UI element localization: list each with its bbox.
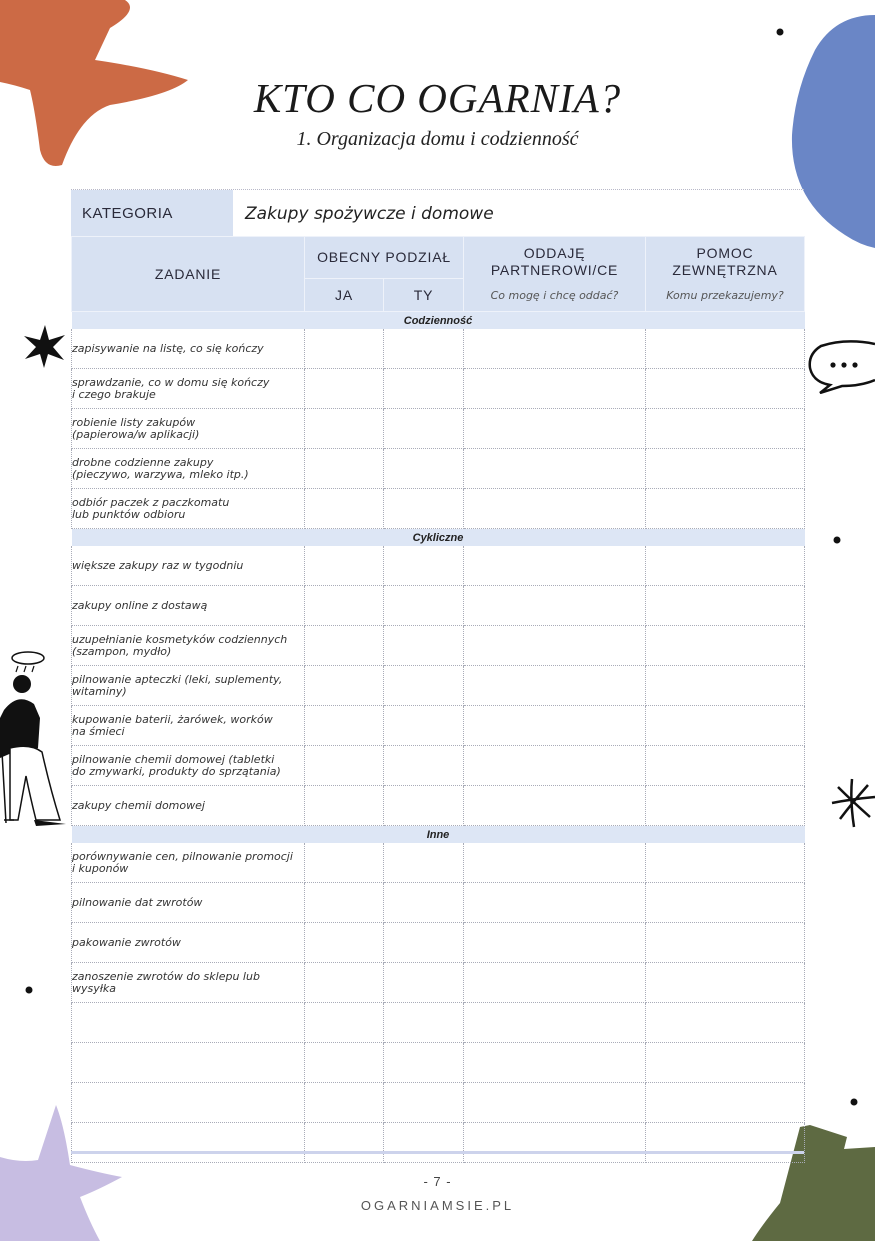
task-cell bbox=[72, 1123, 305, 1163]
table-row bbox=[72, 369, 805, 409]
you-cell[interactable] bbox=[384, 1123, 464, 1163]
you-cell[interactable] bbox=[384, 1003, 464, 1043]
task-table-body bbox=[72, 312, 805, 1163]
table-row bbox=[72, 1043, 805, 1083]
table-row bbox=[72, 546, 805, 586]
give-away-cell[interactable] bbox=[464, 329, 646, 369]
header-give-away-title: ODDAJĘ PARTNEROWI/CE bbox=[490, 245, 619, 278]
give-away-cell[interactable] bbox=[464, 586, 646, 626]
section-title: Cykliczne bbox=[72, 529, 805, 547]
me-cell[interactable] bbox=[305, 546, 384, 586]
external-cell[interactable] bbox=[646, 786, 805, 826]
dot-icon bbox=[24, 985, 34, 995]
table-row bbox=[72, 666, 805, 706]
header-task: ZADANIE bbox=[72, 237, 305, 312]
external-cell[interactable] bbox=[646, 843, 805, 883]
thinking-person-illustration bbox=[0, 648, 72, 830]
task-cell: pilnowanie chemii domowej (tabletki do zmywarki, produkty do sprzątania) bbox=[72, 746, 305, 786]
section-title: Codzienność bbox=[72, 312, 805, 330]
header-external-title: POMOC ZEWNĘTRZNA bbox=[672, 245, 778, 278]
section-row bbox=[72, 312, 805, 330]
table-row bbox=[72, 843, 805, 883]
give-away-cell[interactable] bbox=[464, 369, 646, 409]
external-cell[interactable] bbox=[646, 1123, 805, 1163]
external-cell[interactable] bbox=[646, 706, 805, 746]
you-cell[interactable] bbox=[384, 546, 464, 586]
you-cell[interactable] bbox=[384, 786, 464, 826]
me-cell[interactable] bbox=[305, 489, 384, 529]
task-cell: sprawdzanie, co w domu się kończy i czego brakuje bbox=[72, 369, 305, 409]
external-cell[interactable] bbox=[646, 626, 805, 666]
task-cell: pakowanie zwrotów bbox=[72, 923, 305, 963]
external-cell[interactable] bbox=[646, 746, 805, 786]
give-away-cell[interactable] bbox=[464, 1083, 646, 1123]
external-cell[interactable] bbox=[646, 489, 805, 529]
give-away-cell[interactable] bbox=[464, 626, 646, 666]
you-cell[interactable] bbox=[384, 923, 464, 963]
task-cell: odbiór paczek z paczkomatu lub punktów odbioru bbox=[72, 489, 305, 529]
header-external bbox=[646, 237, 805, 312]
task-cell: pilnowanie apteczki (leki, suplementy, witaminy) bbox=[72, 666, 305, 706]
dot-icon bbox=[775, 27, 785, 37]
task-cell: pilnowanie dat zwrotów bbox=[72, 883, 305, 923]
give-away-cell[interactable] bbox=[464, 1043, 646, 1083]
page-title: KTO CO OGARNIA? bbox=[253, 75, 622, 121]
section-title: Inne bbox=[72, 826, 805, 844]
header-give-away-hint: Co mogę i chcę oddać? bbox=[490, 289, 619, 302]
header-me: JA bbox=[305, 279, 384, 312]
header-external-hint: Komu przekazujemy? bbox=[666, 289, 784, 302]
page-number: - 7 - bbox=[423, 1174, 452, 1189]
give-away-cell[interactable] bbox=[464, 546, 646, 586]
me-cell[interactable] bbox=[305, 1003, 384, 1043]
table-row bbox=[72, 329, 805, 369]
section-row bbox=[72, 826, 805, 844]
give-away-cell[interactable] bbox=[464, 746, 646, 786]
give-away-cell[interactable] bbox=[464, 843, 646, 883]
dot-icon bbox=[832, 535, 842, 545]
external-cell[interactable] bbox=[646, 449, 805, 489]
give-away-cell[interactable] bbox=[464, 489, 646, 529]
you-cell[interactable] bbox=[384, 369, 464, 409]
external-cell[interactable] bbox=[646, 923, 805, 963]
give-away-cell[interactable] bbox=[464, 666, 646, 706]
table-row bbox=[72, 489, 805, 529]
you-cell[interactable] bbox=[384, 626, 464, 666]
task-cell: zapisywanie na listę, co się kończy bbox=[72, 329, 305, 369]
me-cell[interactable] bbox=[305, 883, 384, 923]
give-away-cell[interactable] bbox=[464, 706, 646, 746]
category-row bbox=[71, 189, 804, 237]
external-cell[interactable] bbox=[646, 329, 805, 369]
me-cell[interactable] bbox=[305, 706, 384, 746]
me-cell[interactable] bbox=[305, 329, 384, 369]
table-row bbox=[72, 923, 805, 963]
you-cell[interactable] bbox=[384, 1043, 464, 1083]
category-value[interactable]: Zakupy spożywcze i domowe bbox=[245, 203, 494, 224]
table-row bbox=[72, 706, 805, 746]
speech-bubble-icon bbox=[806, 336, 875, 394]
me-cell[interactable] bbox=[305, 409, 384, 449]
table-row bbox=[72, 626, 805, 666]
table-row bbox=[72, 786, 805, 826]
you-cell[interactable] bbox=[384, 843, 464, 883]
section-row bbox=[72, 529, 805, 547]
table-row bbox=[72, 586, 805, 626]
task-cell: zakupy online z dostawą bbox=[72, 586, 305, 626]
give-away-cell[interactable] bbox=[464, 409, 646, 449]
table-row bbox=[72, 1083, 805, 1123]
me-cell[interactable] bbox=[305, 1123, 384, 1163]
header-you: TY bbox=[384, 279, 464, 312]
me-cell[interactable] bbox=[305, 843, 384, 883]
me-cell[interactable] bbox=[305, 746, 384, 786]
you-cell[interactable] bbox=[384, 746, 464, 786]
external-cell[interactable] bbox=[646, 369, 805, 409]
you-cell[interactable] bbox=[384, 449, 464, 489]
task-cell: porównywanie cen, pilnowanie promocji i kuponów bbox=[72, 843, 305, 883]
external-cell[interactable] bbox=[646, 1083, 805, 1123]
external-cell[interactable] bbox=[646, 1043, 805, 1083]
table-bottom-border bbox=[71, 1151, 804, 1154]
task-cell: kupowanie baterii, żarówek, worków na śmieci bbox=[72, 706, 305, 746]
me-cell[interactable] bbox=[305, 666, 384, 706]
external-cell[interactable] bbox=[646, 1003, 805, 1043]
table-row bbox=[72, 1123, 805, 1163]
me-cell[interactable] bbox=[305, 923, 384, 963]
you-cell[interactable] bbox=[384, 963, 464, 1003]
external-cell[interactable] bbox=[646, 409, 805, 449]
dot-icon bbox=[849, 1097, 859, 1107]
external-cell[interactable] bbox=[646, 586, 805, 626]
external-cell[interactable] bbox=[646, 883, 805, 923]
task-cell bbox=[72, 1083, 305, 1123]
give-away-cell[interactable] bbox=[464, 923, 646, 963]
task-cell: większe zakupy raz w tygodniu bbox=[72, 546, 305, 586]
give-away-cell[interactable] bbox=[464, 883, 646, 923]
task-table bbox=[71, 236, 805, 1163]
me-cell[interactable] bbox=[305, 626, 384, 666]
you-cell[interactable] bbox=[384, 409, 464, 449]
task-cell: drobne codzienne zakupy (pieczywo, warzywa, mleko itp.) bbox=[72, 449, 305, 489]
task-cell bbox=[72, 1003, 305, 1043]
external-cell[interactable] bbox=[646, 963, 805, 1003]
table-row bbox=[72, 409, 805, 449]
black-star-icon bbox=[22, 323, 68, 369]
you-cell[interactable] bbox=[384, 706, 464, 746]
give-away-cell[interactable] bbox=[464, 786, 646, 826]
sparkle-icon bbox=[830, 777, 875, 829]
table-row bbox=[72, 449, 805, 489]
give-away-cell[interactable] bbox=[464, 1123, 646, 1163]
me-cell[interactable] bbox=[305, 1083, 384, 1123]
me-cell[interactable] bbox=[305, 449, 384, 489]
give-away-cell[interactable] bbox=[464, 963, 646, 1003]
you-cell[interactable] bbox=[384, 883, 464, 923]
me-cell[interactable] bbox=[305, 963, 384, 1003]
task-cell: uzupełnianie kosmetyków codziennych (szampon, mydło) bbox=[72, 626, 305, 666]
footer-site: OGARNIAMSIE.PL bbox=[360, 1198, 515, 1213]
header-give-away bbox=[464, 237, 646, 312]
me-cell[interactable] bbox=[305, 369, 384, 409]
page-subtitle: 1. Organizacja domu i codzienność bbox=[296, 128, 579, 150]
you-cell[interactable] bbox=[384, 666, 464, 706]
task-cell bbox=[72, 1043, 305, 1083]
table-row bbox=[72, 963, 805, 1003]
task-cell: zakupy chemii domowej bbox=[72, 786, 305, 826]
header-current-split: OBECNY PODZIAŁ bbox=[305, 237, 464, 279]
give-away-cell[interactable] bbox=[464, 1003, 646, 1043]
external-cell[interactable] bbox=[646, 546, 805, 586]
me-cell[interactable] bbox=[305, 586, 384, 626]
task-cell: zanoszenie zwrotów do sklepu lub wysyłka bbox=[72, 963, 305, 1003]
you-cell[interactable] bbox=[384, 1083, 464, 1123]
me-cell[interactable] bbox=[305, 786, 384, 826]
you-cell[interactable] bbox=[384, 329, 464, 369]
you-cell[interactable] bbox=[384, 586, 464, 626]
external-cell[interactable] bbox=[646, 666, 805, 706]
task-cell: robienie listy zakupów (papierowa/w aplikacji) bbox=[72, 409, 305, 449]
give-away-cell[interactable] bbox=[464, 449, 646, 489]
table-row bbox=[72, 1003, 805, 1043]
me-cell[interactable] bbox=[305, 1043, 384, 1083]
category-label: KATEGORIA bbox=[71, 190, 233, 237]
table-row bbox=[72, 883, 805, 923]
you-cell[interactable] bbox=[384, 489, 464, 529]
table-row bbox=[72, 746, 805, 786]
